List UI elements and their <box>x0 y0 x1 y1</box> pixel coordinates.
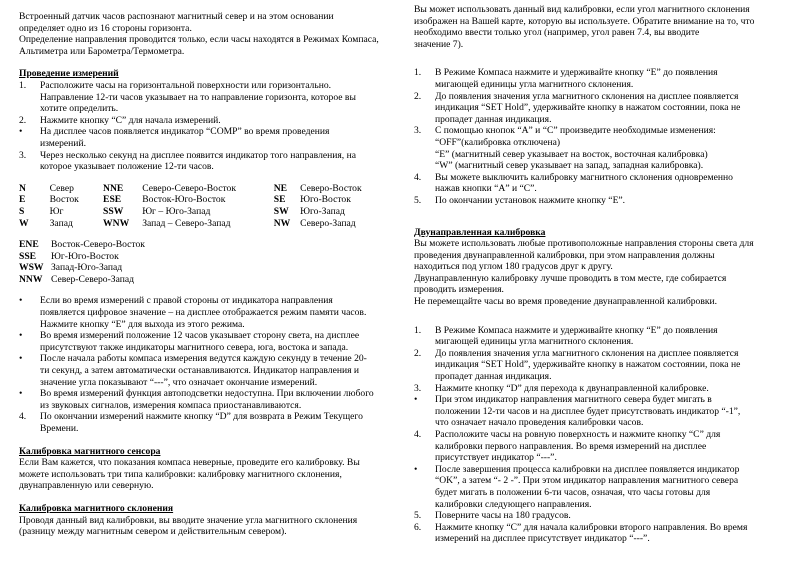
list-item-line: После начала работы компаса измерения ведутся каждую секунду в течение 20- <box>40 353 367 365</box>
text-line: Проводя данный вид калибровки, вы вводите значение угла магнитного склонения <box>19 514 358 526</box>
list-item-line: Нажмите кнопку “C” для начала калибровки второго направления. Во время <box>435 521 748 533</box>
list-item-line: измерений. <box>40 137 86 149</box>
list-item <box>414 348 790 383</box>
direction-code: N <box>19 182 26 194</box>
direction-code: ENE <box>19 239 39 251</box>
list-item-line: калибровки первого направления. Во время измерений на дисплее <box>435 440 707 452</box>
list-item <box>414 510 790 522</box>
list-item-line: Нажмите кнопку “C” для начала измерений. <box>40 114 221 126</box>
notes-list <box>19 295 379 434</box>
list-item-line: “E” (магнитный север указывает на восток, восточная калибровка) <box>435 148 708 160</box>
list-item-line: мигающей единицы угла магнитного склонения. <box>435 336 634 348</box>
list-item-line: появляется цифровое значение – на дисплее отображается режим памяти часов. <box>40 307 367 319</box>
list-item <box>19 411 379 434</box>
text-line: проведения двунаправленной калибровки, при этом направления должны <box>414 249 715 261</box>
direction-row <box>19 218 379 230</box>
list-item-line: Во время измерений функция автоподсветки недоступна. При включении любого <box>40 388 374 400</box>
list-item-line: До появления значения угла магнитного склонения на дисплее появляется <box>435 90 739 102</box>
list-marker: 1. <box>19 79 27 91</box>
list-item-line: положении 12-ти часов и на дисплее будет присутствовать индикатор “-1”, <box>435 405 741 417</box>
direction-row <box>19 194 379 206</box>
direction-code: NW <box>273 217 291 229</box>
list-item-line: калибровки следующего направления. <box>435 498 592 510</box>
list-marker: 3. <box>414 125 422 137</box>
direction-name: Запад-Юго-Запад <box>51 262 123 274</box>
direction-code: ESE <box>103 194 122 206</box>
list-item <box>414 91 790 126</box>
text-line: можете использовать три типа калибровки: калибровку магнитного склонения, <box>19 468 342 480</box>
bidirectional-text <box>414 238 790 308</box>
list-item-line: На дисплее часов появляется индикатор “COMP” во время проведения <box>40 126 330 138</box>
list-marker: 2. <box>414 347 422 359</box>
direction-name: Юг <box>49 205 64 217</box>
list-item-line: С помощью кнопок “A” и “C” произведите необходимые изменения: <box>435 125 716 137</box>
direction-code: S <box>19 205 25 217</box>
text-line: Вы можете использовать любые противоположные направления стороны света для <box>414 238 754 250</box>
list-marker: • <box>19 353 23 365</box>
bidirectional-steps-list <box>414 325 790 545</box>
section-heading: Проведение измерений <box>19 68 119 80</box>
list-marker: • <box>19 295 23 307</box>
declination-text <box>19 515 379 538</box>
list-item-line: пропадет данная индикация. <box>435 371 552 383</box>
text-line: (разницу между магнитным севером и действительным севером). <box>19 526 287 538</box>
list-item-line: Вы можете выключить калибровку магнитного склонения одновременно <box>435 171 733 183</box>
list-marker: • <box>414 463 418 475</box>
direction-row <box>19 183 379 195</box>
direction-code: WSW <box>19 262 44 274</box>
list-marker: 4. <box>414 171 422 183</box>
list-item <box>414 172 790 195</box>
direction-name: Север <box>49 182 74 194</box>
list-item <box>19 330 379 353</box>
list-item-line: ти секунд, а затем автоматически останавливаются. Индикатор направления и <box>40 365 360 377</box>
direction-name: Юго-Запад <box>300 205 345 217</box>
direction-code: SSW <box>103 205 124 217</box>
text-line: Вы может использовать данный вид калибровки, если угол магнитного склонения <box>414 4 750 15</box>
list-item <box>414 325 790 348</box>
direction-name: Восток-Юго-Восток <box>142 194 226 206</box>
list-marker: 1. <box>414 324 422 336</box>
list-item-line: Расположите часы на ровную поверхность и нажмите кнопку “C” для <box>435 429 721 440</box>
list-item-line: “OK”, а затем “- 2 -”. При этом индикатор направления магнитного севера <box>435 475 739 487</box>
list-item-line: В Режиме Компаса нажмите и удерживайте кнопку “E” до появления <box>435 67 718 79</box>
list-item-line: До появления значения угла магнитного склонения на дисплее появляется <box>435 347 739 359</box>
text-line: изображен на Вашей карте, которую вы используете. Обратите внимание на то, что <box>414 15 755 27</box>
list-item-line: которое указывает положение 12-ти часов. <box>40 161 214 173</box>
calibration-text <box>19 457 379 492</box>
text-line: проводить измерения. <box>414 284 504 296</box>
list-item-line: Через несколько секунд на дисплее появится индикатор того направления, на <box>40 149 356 161</box>
list-item-line: Расположите часы на горизонтальной поверхности или горизонтально. <box>40 79 332 91</box>
list-item-line: присутствует индикатор “---”. <box>435 452 557 464</box>
list-marker: 6. <box>414 521 422 533</box>
direction-row <box>19 206 379 218</box>
list-item-line: Нажмите кнопку “D” для перехода к двунаправленной калибровке. <box>435 382 709 394</box>
list-item-line: будет мигать в положении 6-ти часов, означая, что часы готовы для <box>435 486 711 498</box>
list-item <box>19 353 379 388</box>
list-item-line: При этом индикатор направления магнитного севера будет мигать в <box>435 394 712 406</box>
list-item <box>414 464 790 510</box>
section-heading: Двунаправленная калибровка <box>414 226 546 238</box>
directions-table <box>19 183 379 229</box>
list-marker: 5. <box>414 510 422 522</box>
section-heading: Калибровка магнитного сенсора <box>19 445 161 457</box>
direction-name: Север-Северо-Запад <box>51 273 135 285</box>
list-item-line: “W” (магнитный север указывает на запад, западная калибровка). <box>435 160 704 172</box>
list-marker: • <box>19 388 23 400</box>
direction-name: Запад – Северо-Запад <box>142 217 231 229</box>
list-item-line: хотите определить. <box>40 103 119 115</box>
direction-name: Запад <box>49 217 73 229</box>
list-item <box>414 195 790 207</box>
right-column <box>414 0 790 545</box>
list-item-line: В Режиме Компаса нажмите и удерживайте кнопку “E” до появления <box>435 324 718 336</box>
direction-row <box>19 274 201 286</box>
text-line: Определение направления проводится только, если часы находятся в Режимах Компаса, <box>19 34 379 46</box>
section-heading: Калибровка магнитного склонения <box>19 502 174 514</box>
direction-name: Восток <box>49 194 79 206</box>
text-line: Если Вам кажется, что показания компаса неверные, проведите его калибровку. Вы <box>19 457 360 469</box>
list-marker: 3. <box>19 149 27 161</box>
list-marker: 3. <box>414 382 422 394</box>
list-item-line: “OFF”(калибровка отключена) <box>435 136 561 148</box>
list-item-line: После завершения процесса калибровки на дисплее появляется индикатор <box>435 463 740 475</box>
direction-code: E <box>19 194 26 206</box>
list-item-line: мигающей единицы угла магнитного склонения. <box>435 78 634 90</box>
list-item <box>19 115 379 127</box>
direction-code: W <box>19 217 29 229</box>
direction-name: Юг – Юго-Запад <box>142 205 211 217</box>
list-item-line: Во время измерений положение 12 часов указывает сторону света, на дисплее <box>40 330 360 342</box>
direction-row <box>19 239 201 251</box>
text-line: необходимо ввести только угол (например, угол равен 7.4, вы вводите <box>414 27 700 39</box>
text-line: Двунаправленную калибровку лучше проводить в том месте, где собирается <box>414 272 727 284</box>
list-marker: • <box>19 330 23 342</box>
direction-name: Северо-Запад <box>300 217 356 229</box>
direction-code: WNW <box>103 217 130 229</box>
text-line: Не перемещайте часы во время проведение двунаправленной калибровки. <box>414 296 718 308</box>
left-column <box>19 0 379 538</box>
list-marker: • <box>19 126 23 138</box>
list-marker: 2. <box>414 90 422 102</box>
direction-row <box>19 262 201 274</box>
list-item-line: пропадет данная индикация. <box>435 113 552 125</box>
list-item <box>19 126 379 149</box>
direction-code: SW <box>273 205 289 217</box>
direction-row <box>19 251 201 263</box>
direction-code: NNE <box>103 182 124 194</box>
list-item <box>19 295 379 330</box>
direction-name: Юг-Юго-Восток <box>51 250 119 262</box>
list-item <box>19 150 379 173</box>
list-item-line: Нажмите кнопку “E” для выхода из этого режима. <box>40 318 245 330</box>
list-item-line: По окончании измерений нажмите кнопку “D” для возврата в Режим Текущего <box>40 411 363 423</box>
list-marker: • <box>414 394 418 406</box>
list-item-line: По окончании установок нажмите кнопку “E”. <box>435 194 626 206</box>
direction-name: Северо-Северо-Восток <box>142 182 236 194</box>
list-item-line: Поверните часы на 180 градусов. <box>435 510 571 522</box>
direction-code: NNW <box>19 273 43 285</box>
text-line: Альтиметра или Барометра/Термометра. <box>19 45 185 57</box>
intro-text <box>414 4 790 50</box>
list-item-line: измерений на дисплее присутствует индикатор “---”. <box>435 533 650 545</box>
list-item-line: нажав кнопки “A” и “C”. <box>435 183 537 195</box>
list-item-line: индикация “SET Hold”, удерживайте кнопку в нажатом состоянии, пока не <box>435 102 741 114</box>
direction-code: SSE <box>19 250 37 262</box>
direction-code: SE <box>273 194 286 206</box>
intro-text <box>19 11 379 57</box>
direction-name: Северо-Восток <box>300 182 362 194</box>
declination-steps-list <box>414 67 790 206</box>
list-marker: 2. <box>19 114 27 126</box>
text-line: находиться под углом 180 градусов друг к другу. <box>414 261 613 273</box>
list-item <box>414 394 790 429</box>
list-item-line: индикация “SET Hold”, удерживайте кнопку в нажатом состоянии, пока не <box>435 359 741 371</box>
list-marker: 4. <box>19 411 27 423</box>
list-item <box>19 80 379 115</box>
list-item <box>19 388 379 411</box>
list-item-line: присутствуют также индикаторы магнитного севера, юга, востока и запада. <box>40 341 349 353</box>
list-item <box>414 125 790 171</box>
text-line: Встроенный датчик часов распознают магнитный север и на этом основании <box>19 11 334 22</box>
list-marker: 1. <box>414 67 422 79</box>
text-line: значение 7). <box>414 38 464 50</box>
list-item-line: Направление 12-ти часов указывает на то направление горизонта, которое вы <box>40 91 356 103</box>
list-item-line: из звуковых сигналов, измерения компаса приостанавливаются. <box>40 399 302 411</box>
list-item <box>414 522 790 545</box>
text-line: двунаправленную или северную. <box>19 480 154 492</box>
list-item-line: значение угла показывают “---”, что означает окончание измерений. <box>40 376 318 388</box>
directions-table-extra <box>19 239 201 285</box>
list-item <box>414 429 790 464</box>
list-marker: 4. <box>414 429 422 440</box>
text-line: определяет одно из 16 стороны горизонта. <box>19 22 192 34</box>
list-item-line: что означает начало проведения калибровки часов. <box>435 417 644 429</box>
list-item <box>414 67 790 90</box>
list-marker: 5. <box>414 194 422 206</box>
measure-steps-list <box>19 80 379 173</box>
list-item <box>414 383 790 395</box>
list-item-line: Если во время измерений с правой стороны от индикатора направления <box>40 295 333 307</box>
direction-name: Восток-Северо-Восток <box>51 239 145 251</box>
direction-name: Юго-Восток <box>300 194 351 206</box>
list-item-line: Времени. <box>40 423 79 434</box>
direction-code: NE <box>273 182 288 194</box>
